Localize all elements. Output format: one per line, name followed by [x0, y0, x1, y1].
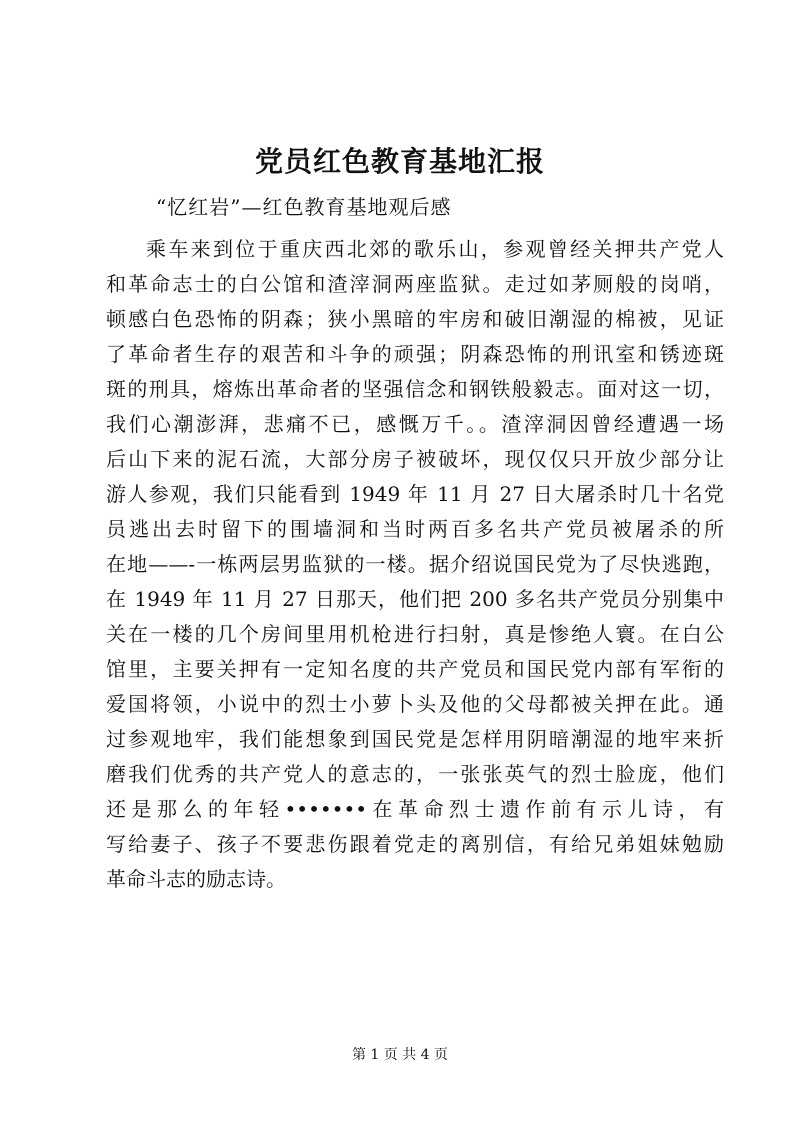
- body-line: 磨我们优秀的共产党人的意志的，一张张英气的烈士脸庞，他们: [106, 762, 724, 786]
- document-title: 党员红色教育基地汇报: [254, 145, 545, 178]
- body-line: 在地——-一栋两层男监狱的一楼。据介绍说国民党为了尽快逃跑，: [106, 552, 724, 576]
- body-line: 和革命志士的白公馆和渣滓洞两座监狱。走过如茅厕般的岗哨，: [106, 272, 724, 296]
- body-line: 后山下来的泥石流，大部分房子被破坏，现仅仅只开放少部分让: [106, 447, 724, 471]
- body-line: 爱国将领，小说中的烈士小萝卜头及他的父母都被关押在此。通: [106, 692, 724, 716]
- page-footer: 第 1 页 共 4 页: [351, 1047, 449, 1063]
- body-line: 写给妻子、孩子不要悲伤跟着党走的离别信，有给兄弟姐妹勉励: [106, 832, 724, 856]
- body-line: 馆里，主要关押有一定知名度的共产党员和国民党内部有军衔的: [106, 657, 724, 681]
- body-paragraph: [106, 232, 724, 897]
- body-line: 了革命者生存的艰苦和斗争的顽强；阴森恐怖的刑讯室和锈迹斑: [106, 342, 724, 366]
- body-line: 乘车来到位于重庆西北郊的歌乐山，参观曾经关押共产党人: [146, 237, 724, 261]
- body-line: 在 1949 年 11 月 27 日那天，他们把 200 多名共产党员分别集中: [106, 587, 724, 611]
- body-line: 我们心潮澎湃，悲痛不已，感慨万千。。渣滓洞因曾经遭遇一场: [106, 412, 724, 436]
- body-line: 过参观地牢，我们能想象到国民党是怎样用阴暗潮湿的地牢来折: [106, 727, 724, 751]
- body-line: 斑的刑具，熔炼出革命者的坚强信念和钢铁般毅志。面对这一切，: [106, 377, 724, 401]
- body-line: 还是那么的年轻•••••••在革命烈士遗作前有示儿诗，有: [106, 797, 724, 821]
- body-line: 革命斗志的励志诗。: [106, 867, 286, 891]
- body-line: 顿感白色恐怖的阴森；狭小黑暗的牢房和破旧潮湿的棉被，见证: [106, 307, 724, 331]
- body-line: 员逃出去时留下的围墙洞和当时两百多名共产党员被屠杀的所: [106, 517, 724, 541]
- body-line: 关在一楼的几个房间里用机枪进行扫射，真是惨绝人寰。在白公: [106, 622, 724, 646]
- document-subtitle: “忆红岩”—红色教育基地观后感: [156, 195, 452, 219]
- body-line: 游人参观，我们只能看到 1949 年 11 月 27 日大屠杀时几十名党: [106, 482, 724, 506]
